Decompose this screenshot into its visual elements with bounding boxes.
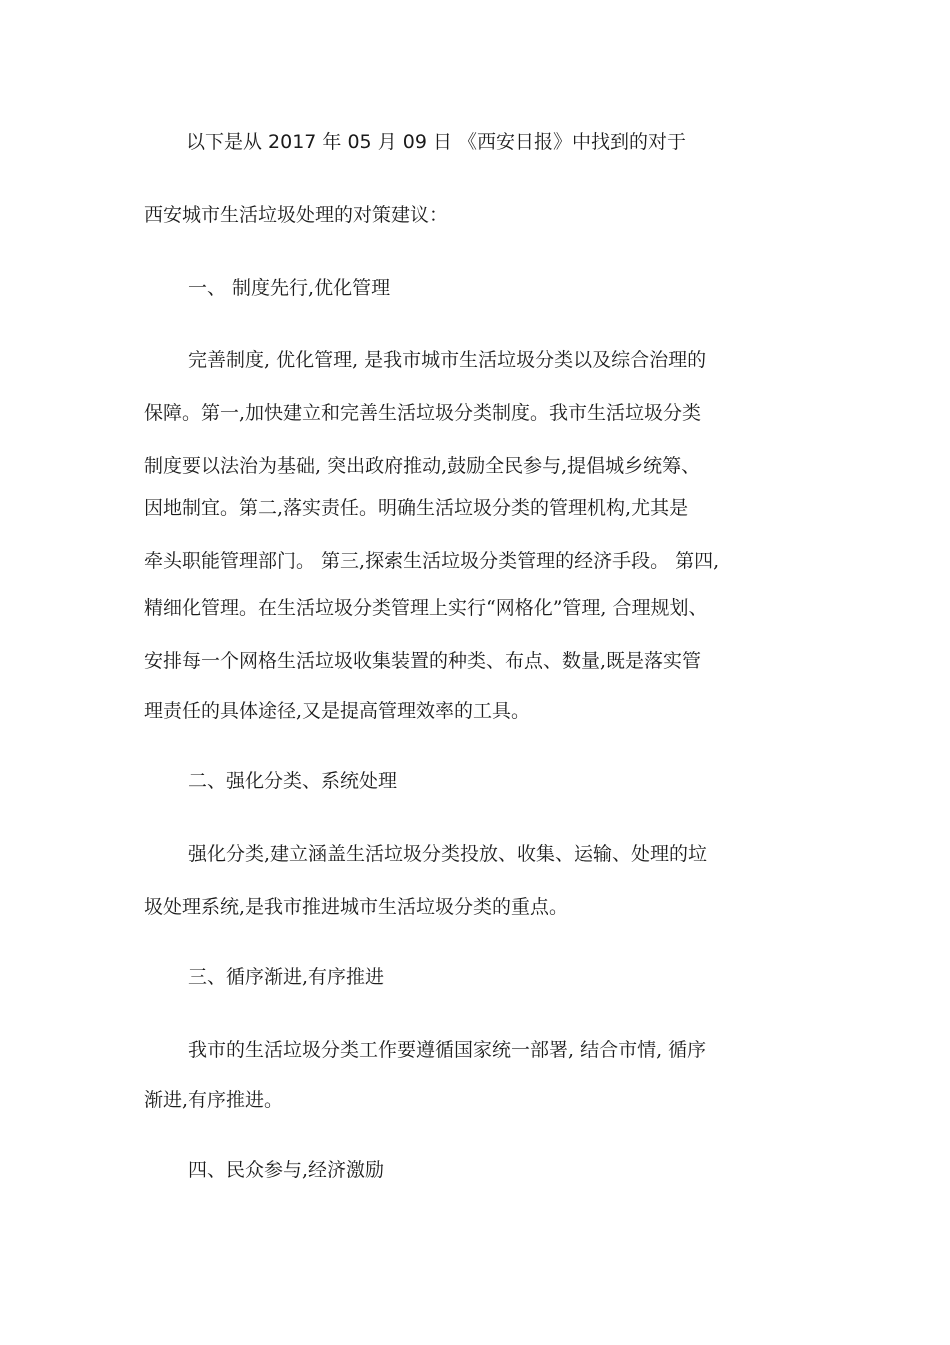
paragraph-line: 精细化管理。在生活垃圾分类管理上实行“网格化”管理, 合理规划、 [144,597,708,619]
paragraph-line: 渐进,有序推进。 [144,1089,284,1111]
document-title-line-2: 西安城市生活垃圾处理的对策建议： [144,204,449,226]
paragraph-line: 安排每一个网格生活垃圾收集装置的种类、布点、数量,既是落实管 [144,650,702,672]
document-title-line-1: 以下是从 2017 年 05 月 09 日 《西安日报》中找到的对于 [186,131,686,153]
paragraph-line: 我市的生活垃圾分类工作要遵循国家统一部署, 结合市情, 循序 [188,1039,707,1061]
paragraph-line: 牵头职能管理部门。 第三,探索生活垃圾分类管理的经济手段。 第四, [144,550,720,572]
section-heading-1: 一、 制度先行,优化管理 [188,277,391,299]
paragraph-line: 保障。第一,加快建立和完善生活垃圾分类制度。我市生活垃圾分类 [144,402,702,424]
section-heading-2: 二、强化分类、系统处理 [188,770,398,792]
section-heading-3: 三、循序渐进,有序推进 [188,966,385,988]
paragraph-line: 强化分类,建立涵盖生活垃圾分类投放、收集、运输、处理的垃 [188,843,708,865]
paragraph-line: 因地制宜。第二,落实责任。明确生活垃圾分类的管理机构,尤其是 [144,497,689,519]
section-heading-4: 四、民众参与,经济激励 [188,1159,385,1181]
paragraph-line: 制度要以法治为基础, 突出政府推动,鼓励全民参与,提倡城乡统筹、 [144,455,701,477]
paragraph-line: 圾处理系统,是我市推进城市生活垃圾分类的重点。 [144,896,569,918]
paragraph-line: 理责任的具体途径,又是提高管理效率的工具。 [144,700,531,722]
paragraph-line: 完善制度, 优化管理, 是我市城市生活垃圾分类以及综合治理的 [188,349,707,371]
